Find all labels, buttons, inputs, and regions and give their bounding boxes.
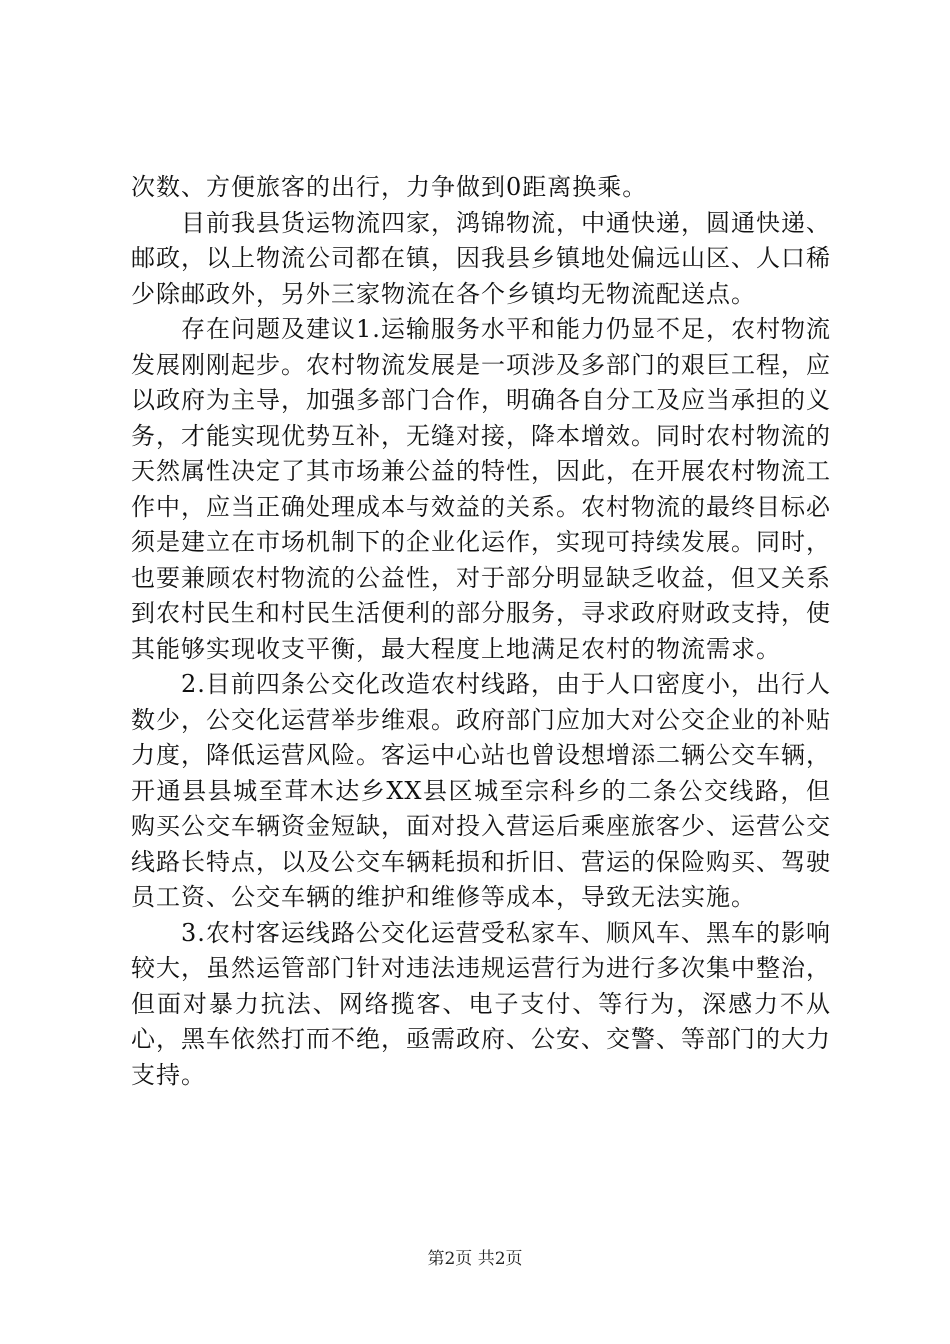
paragraph-problems-suggestions-2: 2.目前四条公交化改造农村线路，由于人口密度小，出行人数少，公交化运营举步维艰。政府部门应加大对公交企业的补贴力度，降低运营风险。客运中心站也曾设想增添二辆公交车辆，开通县县城至茸木达乡XX县区城至宗科乡的二条公交线路，但购买公交车辆资金短缺，面对投入营运后乘座旅客少、运营公交线路长特点，以及公交车辆耗损和折旧、营运的保险购买、驾驶员工资、公交车辆的维护和维修等成本，导致无法实施。 [131, 670, 831, 911]
page-number-footer: 第2页 共2页 [427, 1249, 523, 1269]
paragraph-freight-logistics: 目前我县货运物流四家，鸿锦物流，中通快递，圆通快递、邮政，以上物流公司都在镇，因我县乡镇地处偏远山区、人口稀少除邮政外，另外三家物流在各个乡镇均无物流配送点。 [131, 208, 831, 308]
paragraph-problems-suggestions-3: 3.农村客运线路公交化运营受私家车、顺风车、黑车的影响较大，虽然运管部门针对违法违规运营行为进行多次集中整治，但面对暴力抗法、网络揽客、电子支付、等行为，深感力不从心，黑车依然打而不绝，亟需政府、公安、交警、等部门的大力支持。 [131, 918, 831, 1089]
document-body [131, 170, 831, 1093]
paragraph-problems-suggestions-1: 存在问题及建议1.运输服务水平和能力仍显不足，农村物流发展刚刚起步。农村物流发展是一项涉及多部门的艰巨工程，应以政府为主导，加强多部门合作，明确各自分工及应当承担的义务，才能实现优势互补，无缝对接，降本增效。同时农村物流的天然属性决定了其市场兼公益的特性，因此，在开展农村物流工作中，应当正确处理成本与效益的关系。农村物流的最终目标必须是建立在市场机制下的企业化运作，实现可持续发展。同时，也要兼顾农村物流的公益性，对于部分明显缺乏收益，但又关系到农村民生和村民生活便利的部分服务，寻求政府财政支持，使其能够实现收支平衡，最大程度上地满足农村的物流需求。 [131, 315, 831, 663]
paragraph-continuation: 次数、方便旅客的出行，力争做到0距离换乘。 [131, 173, 648, 201]
